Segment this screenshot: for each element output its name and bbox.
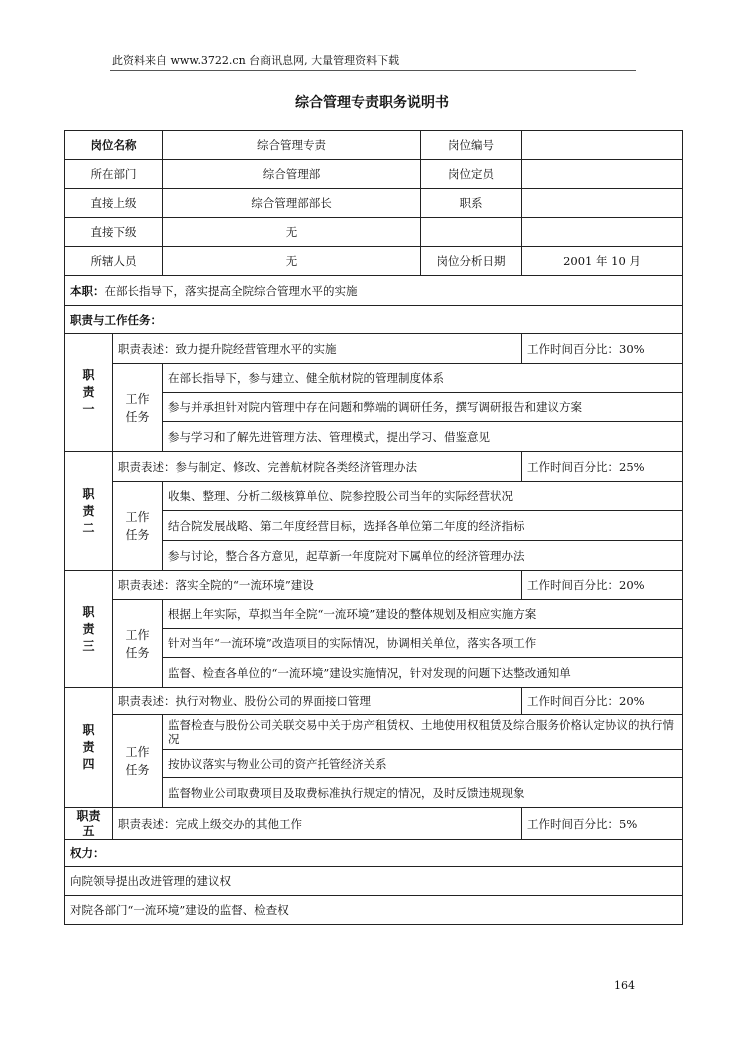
work-tasks-text: 工作任务 [125, 510, 150, 542]
work-tasks-text: 工作任务 [125, 627, 150, 660]
duty-summary-text: 在部长指导下，落实提高全院综合管理水平的实施 [104, 283, 358, 298]
duty-statement: 职责表述：完成上级交办的其他工作 [113, 808, 522, 840]
duty-statement: 职责表述：落实全院的“一流环境”建设 [113, 571, 522, 600]
superior-value: 综合管理部部长 [163, 189, 421, 218]
duty-statement-row [65, 334, 683, 364]
duty-time-percent: 工作时间百分比：20% [522, 688, 683, 715]
duty-name-text: 职责一 [82, 368, 95, 416]
subordinate-label: 直接下级 [65, 218, 163, 247]
duty-summary-cell [65, 276, 683, 306]
duty-time-percent: 工作时间百分比：25% [522, 452, 683, 482]
header-source-line: 此资料来自 www.3722.cn 台商讯息网, 大量管理资料下载 [112, 54, 400, 67]
authority-heading-row [65, 840, 683, 867]
duty-summary-label: 本职： [70, 283, 105, 298]
staff-label: 所辖人员 [65, 247, 163, 276]
work-tasks-text: 工作任务 [125, 391, 150, 424]
duty-time-percent: 工作时间百分比：20% [522, 571, 683, 600]
task-row [65, 482, 683, 511]
superior-label: 直接上级 [65, 189, 163, 218]
task-item: 监督物业公司取费项目及取费标准执行规定的情况，及时反馈违规现象 [163, 778, 683, 808]
task-item: 结合院发展战略、第二年度经营目标，选择各单位第二年度的经济指标 [163, 511, 683, 541]
duty-name-3 [65, 571, 113, 688]
position-name-label: 岗位名称 [65, 131, 163, 160]
headcount-label: 岗位定员 [421, 160, 522, 189]
position-no-label: 岗位编号 [421, 131, 522, 160]
info-row-department [65, 160, 683, 189]
blank-cell [421, 218, 522, 247]
authority-heading: 权力： [65, 840, 683, 867]
info-row-superior [65, 189, 683, 218]
authority-item: 对院各部门“一流环境”建设的监督、检查权 [65, 896, 683, 925]
job-description-table [64, 130, 683, 925]
work-tasks-label [113, 600, 163, 688]
department-label: 所在部门 [65, 160, 163, 189]
work-tasks-text: 工作任务 [125, 745, 150, 777]
duties-heading-row [65, 306, 683, 334]
duty-statement: 职责表述：致力提升院经营管理水平的实施 [113, 334, 522, 364]
duty-statement: 职责表述：参与制定、修改、完善航材院各类经济管理办法 [113, 452, 522, 482]
work-tasks-label [113, 715, 163, 808]
task-item: 在部长指导下，参与建立、健全航材院的管理制度体系 [163, 364, 683, 393]
duty-statement: 职责表述：执行对物业、股份公司的界面接口管理 [113, 688, 522, 715]
duty-name-text: 职责二 [82, 486, 95, 535]
info-row-staff [65, 247, 683, 276]
analysis-date-label: 岗位分析日期 [421, 247, 522, 276]
document-title: 综合管理专责职务说明书 [295, 95, 449, 111]
duty-statement-row [65, 452, 683, 482]
task-item: 按协议落实与物业公司的资产托管经济关系 [163, 750, 683, 778]
task-row [65, 364, 683, 393]
duty-summary-row [65, 276, 683, 306]
authority-row [65, 896, 683, 925]
duty-name-1 [65, 334, 113, 452]
subordinate-value: 无 [163, 218, 421, 247]
info-row-subordinate [65, 218, 683, 247]
task-item: 根据上年实际，草拟当年全院“一流环境”建设的整体规划及相应实施方案 [163, 600, 683, 629]
position-no-value [522, 131, 683, 160]
duty-name-text: 职责五 [76, 808, 101, 838]
task-item: 参与并承担针对院内管理中存在问题和弊端的调研任务，撰写调研报告和建议方案 [163, 393, 683, 422]
duty-name-text: 职责四 [82, 723, 95, 771]
rank-value [522, 189, 683, 218]
duties-heading: 职责与工作任务： [65, 306, 683, 334]
staff-value: 无 [163, 247, 421, 276]
rank-label: 职系 [421, 189, 522, 218]
authority-row [65, 867, 683, 896]
task-item: 参与讨论，整合各方意见，起草新一年度院对下属单位的经济管理办法 [163, 541, 683, 571]
duty-name-text: 职责三 [82, 604, 95, 653]
task-item: 针对当年“一流环境”改造项目的实际情况，协调相关单位，落实各项工作 [163, 629, 683, 658]
duty-statement-row [65, 571, 683, 600]
work-tasks-label [113, 364, 163, 452]
task-row [65, 600, 683, 629]
duty-time-percent: 工作时间百分比：5% [522, 808, 683, 840]
page-number: 164 [614, 979, 635, 992]
info-row-position-name [65, 131, 683, 160]
task-item: 监督、检查各单位的“一流环境”建设实施情况，针对发现的问题下达整改通知单 [163, 658, 683, 688]
blank-cell [522, 218, 683, 247]
task-row [65, 715, 683, 750]
task-item: 参与学习和了解先进管理方法、管理模式，提出学习、借鉴意见 [163, 422, 683, 452]
duty-statement-row [65, 688, 683, 715]
duty-name-4 [65, 688, 113, 808]
analysis-date-value: 2001 年 10 月 [522, 247, 683, 276]
headcount-value [522, 160, 683, 189]
work-tasks-label [113, 482, 163, 571]
duty-name-5 [65, 808, 113, 840]
department-value: 综合管理部 [163, 160, 421, 189]
duty-statement-row [65, 808, 683, 840]
authority-item: 向院领导提出改进管理的建议权 [65, 867, 683, 896]
task-item: 收集、整理、分析二级核算单位、院参控股公司当年的实际经营状况 [163, 482, 683, 511]
position-name-value: 综合管理专责 [163, 131, 421, 160]
duty-name-2 [65, 452, 113, 571]
header-divider [110, 70, 636, 71]
task-item: 监督检查与股份公司关联交易中关于房产租赁权、土地使用权租赁及综合服务价格认定协议的执行情况 [163, 715, 683, 750]
duty-time-percent: 工作时间百分比：30% [522, 334, 683, 364]
